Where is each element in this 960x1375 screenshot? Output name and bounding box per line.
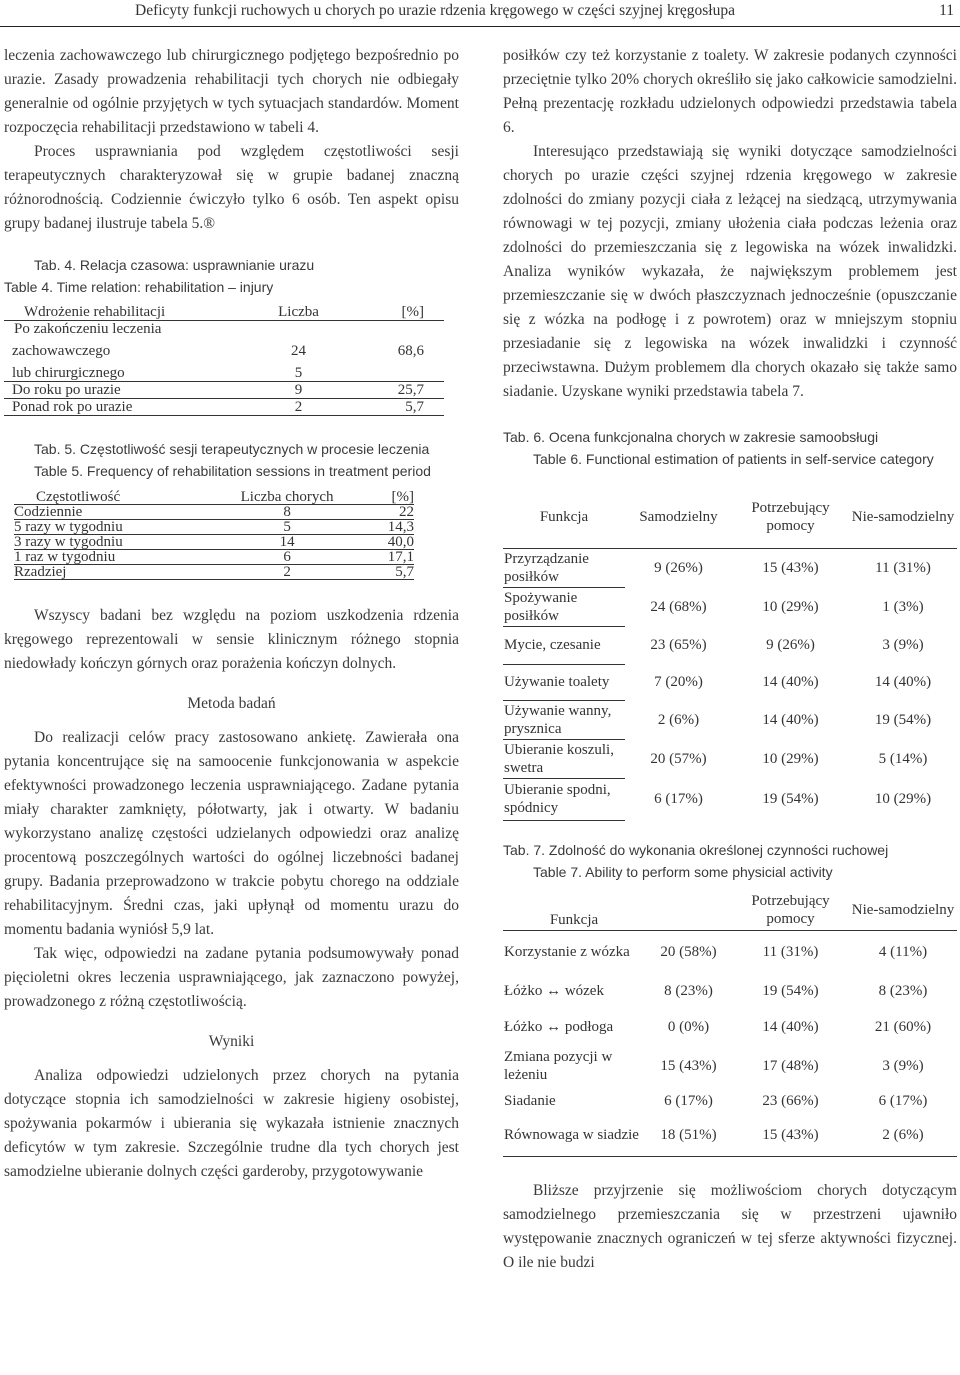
table-row [503,1087,957,1115]
table-cell: 19 (54%) [762,982,819,999]
table-cell: Równowaga w siadzie [503,1115,645,1157]
table-5-caption-pl: Tab. 5. Częstotliwość sesji terapeutycznych w procesie leczenia [34,441,430,457]
table-cell: 2 [254,399,343,416]
table-4-caption-pl: Tab. 4. Relacja czasowa: usprawnianie urazu [34,257,315,273]
table-cell: 22 [399,504,414,520]
table-row [503,700,957,739]
table-row [14,550,414,565]
table-cell: 5 (14%) [878,750,928,767]
table-cell: 40,0 [368,535,414,550]
table-header-cell: Nie-samodzielny [849,891,957,931]
table-cell: 20 (57%) [650,750,707,767]
table-cell: 14 [206,535,368,550]
table-5-caption-en: Table 5. Frequency of rehabilitation sessions in treatment period [34,463,431,479]
table-header-cell [645,891,732,931]
right-column [503,44,957,1275]
table-cell: 1 raz w tygodniu [14,550,206,565]
table-cell: Łóżko ↔ podłoga [504,1018,614,1035]
table-header-cell: Częstotliwość [14,490,206,505]
table-cell: 6 (17%) [878,1092,928,1109]
table-cell: 5 razy w tygodniu [14,520,206,535]
table-cell: 19 (54%) [874,711,932,728]
table-cell: Mycie, czesanie [503,626,625,664]
table-cell: 14 (40%) [874,674,932,690]
table-cell: 21 (60%) [874,1018,932,1035]
table-cell: 5 [294,365,303,381]
running-title: Deficyty funkcji ruchowych u chorych po urazie rdzenia kręgowego w części szyjnej kręgosłupa [135,2,735,19]
table-cell: 20 (58%) [660,943,717,960]
table-cell: Rzadziej [14,565,206,580]
table-4-caption-en: Table 4. Time relation: rehabilitation – injury [4,279,274,295]
table-row [4,337,444,365]
table-row [503,739,957,778]
table-row [4,321,444,338]
table-cell: Siadanie [504,1092,556,1109]
table-cell: 10 (29%) [762,750,819,767]
table-cell: 17 (48%) [762,1057,819,1074]
table-row [4,399,444,416]
table-cell: 14 (40%) [762,674,819,690]
table-cell: 15 (43%) [762,559,819,576]
table-header-cell: Samodzielny [625,486,732,548]
paragraph: Proces usprawniania pod względem częstotliwości sesji terapeutycznych charakteryzował się w grupie badanej znaczną różnorodnością. Codziennie ćwiczyło tylko 6 osób. Ten aspekt opisu grupy badanej ilustruje tabela 5.® [4,143,459,232]
table-header-cell: Wdrożenie rehabilitacji [4,304,254,321]
table-cell: 2 (6%) [657,711,700,728]
table-cell: Codziennie [14,504,83,520]
table-header-cell: [%] [343,304,444,321]
table-cell: 14 (40%) [762,1018,819,1035]
table-row [503,626,957,664]
table-cell: 1 (3%) [882,598,924,615]
table-cell: Po zakończeniu leczenia [14,321,162,337]
table-cell: 8 (23%) [878,982,928,999]
table-cell: 11 (31%) [875,559,931,576]
table-cell: 19 (54%) [762,791,819,807]
table-7-caption-pl: Tab. 7. Zdolność do wykonania określonej czynności ruchowej [503,841,889,858]
table-header-cell: Potrzebujący pomocy [732,891,849,931]
table-cell: 8 (23%) [664,982,713,999]
table-cell: zachowawczego [12,343,111,359]
paragraph: posiłków czy też korzystanie z toalety. W zakresie podanych czynności przeciętnie tylko 20% chorych określiło się jako całkowicie samodzielni. Pełną prezentację rozkładu udzielonych odpowiedzi przedstawia tabela 6. [503,47,957,136]
table-cell: 2 [206,565,368,580]
table-row [503,1045,957,1087]
table-cell: Używanie toalety [503,664,625,700]
table-header-cell: Liczba chorych [206,490,368,505]
table-row [503,664,957,700]
table-6-caption-en: Table 6. Functional estimation of patients in self-service category [533,451,934,467]
table-cell: 15 (43%) [732,1115,849,1157]
table-cell: 3 razy w tygodniu [14,535,206,550]
table-row [503,587,957,626]
running-header [0,0,960,27]
table-row [503,548,957,587]
paragraph: Tak więc, odpowiedzi na zadane pytania podsumowywały ponad pięcioletni okres leczenia usprawniającego, jak zaznaczono powyżej, prowadzonego z różną częstotliwością. [4,945,459,1010]
table-cell: 6 (17%) [654,791,703,807]
table-cell: Korzystanie z wózka [504,943,630,960]
table-header-cell: Potrzebujący pomocy [732,486,849,548]
paragraph: Interesująco przedstawiają się wyniki dotyczące samodzielności chorych po urazie części szyjnej rdzenia kręgowego w zakresie zdolności do zmiany pozycji ciała z leżącej na siedzącą, utrzymywania równowagi w tej pozycji, zmiany ułożenia ciała podczas leżenia oraz zdolności do przemieszczania się z legowiska na wózek inwalidzki. Analiza wyników wykazała, że największym problemem jest przemieszczanie się w dwóch płaszczyznach jednocześnie (opuszczanie się z wózka na podłogę i z powrotem) oraz w mniejszym stopniu przesiadanie się z legowiska na wózek inwalidzki i czynność przeciwstawna. Dużym problemem dla chorych okazało się także samo siadanie. Uzyskane wyniki przedstawia tabela 7. [503,143,957,400]
table-cell: 3 (9%) [882,1057,924,1074]
table-cell: 9 (26%) [654,559,703,576]
table-row [503,973,957,1009]
table-cell: 23 (65%) [650,637,707,653]
table-row [14,535,414,550]
table-cell: 2 (6%) [849,1115,957,1157]
table-cell: 11 (31%) [762,943,819,960]
table-cell: Przyrządzanie posiłków [503,548,625,587]
table-7 [503,891,957,1158]
table-5 [14,490,414,580]
table-cell: 23 (66%) [762,1092,819,1109]
table-cell: Używanie wanny, prysznica [503,700,625,739]
table-cell: 3 (9%) [882,637,924,653]
table-cell: 15 (43%) [660,1057,717,1074]
table-cell: 10 (29%) [762,598,819,615]
table-row [14,520,414,535]
table-cell: Spożywanie posiłków [503,587,625,626]
table-cell: 17,1 [368,550,414,565]
table-header-cell: Funkcja [503,891,645,931]
table-row [503,778,957,820]
table-cell: 5 [206,520,368,535]
paragraph: Do realizacji celów pracy zastosowano ankietę. Zawierała ona pytania koncentrujące się na samoocenie funkcjonowania w aspekcie efektywności prowadzonego leczenia usprawniającego. Zadane pytania miały charakter zamknięty, półotwarty, jak i otwarty. W badaniu wykorzystano analizę częstości udzielanych odpowiedzi oraz analizę procentową poszczególnych wartości do ogólnej liczebności badanej grupy. Badania przeprowadzono w trakcie pobytu chorego na oddziale rehabilitacyjnym. Średni czas, jaki upłynął od momentu urazu do momentu badania wyniósł 5,9 lat. [4,729,459,938]
table-cell: 68,6 [397,343,424,359]
table-cell: 8 [283,504,291,520]
table-cell: 9 (26%) [766,637,815,653]
table-cell: Zmiana pozycji w leżeniu [504,1048,613,1083]
table-7-caption-en: Table 7. Ability to perform some physicial activity [533,863,833,880]
table-header-cell: Liczba [254,304,343,321]
table-row [503,931,957,973]
table-cell: 6 [206,550,368,565]
table-cell: 24 (68%) [650,598,707,615]
table-cell: 9 [254,382,343,399]
table-cell: 5,7 [343,399,444,416]
table-6 [503,486,957,821]
table-cell: 5,7 [368,565,414,580]
table-header-cell: Nie-samodzielny [849,486,957,548]
table-row [4,382,444,399]
table-cell: 14 (40%) [762,711,819,728]
table-row [503,1115,957,1157]
table-cell: 24 [291,343,307,359]
section-heading-method: Metoda badań [187,695,276,712]
table-cell: Ponad rok po urazie [4,399,254,416]
table-header-cell: Funkcja [503,486,625,548]
page-number: 11 [939,2,954,19]
paragraph: leczenia zachowawczego lub chirurgicznego podjętego bezpośrednio po urazie. Zasady prowadzenia rehabilitacji tych chorych nie odbiegały generalnie od ogólnie przyjętych w tych sytuacjach standardów. Moment rozpoczęcia rehabilitacji przedstawiono w tabeli 4. [4,47,459,136]
table-cell: Łóżko ↔ wózek [504,982,604,999]
table-row [14,565,414,580]
table-cell: 10 (29%) [874,791,932,807]
table-cell: lub chirurgicznego [12,365,125,381]
table-cell: 25,7 [343,382,444,399]
table-4 [4,304,444,416]
table-cell: 0 (0%) [667,1018,710,1035]
table-cell: Ubieranie spodni, spódnicy [503,778,625,820]
left-column [4,44,459,1184]
table-cell: 6 (17%) [664,1092,713,1109]
section-heading-results: Wyniki [208,1033,255,1050]
table-row [503,1009,957,1045]
table-cell: Do roku po urazie [4,382,254,399]
paragraph: Analiza odpowiedzi udzielonych przez chorych na pytania dotyczące stopnia ich samodzielności w zakresie higieny osobistej, spożywania pokarmów i ubierania się wykazała istnienie znacznych deficytów w tym zakresie. Szczególnie trudne dla tych chorych jest samodzielne ubieranie dolnych części garderoby, przygotowywanie [4,1067,459,1180]
table-row [14,505,414,520]
paragraph: Wszyscy badani bez względu na poziom uszkodzenia rdzenia kręgowego reprezentowali w sensie klinicznym różnego stopnia niedowłady kończyn górnych oraz porażenia kończyn dolnych. [4,607,459,672]
paragraph: Bliższe przyjrzenie się możliwościom chorych dotyczącym samodzielnego przemieszczania się w przestrzeni ujawniło występowanie znacznych ograniczeń w tej sferze aktywności fizycznej. O ile nie budzi [503,1182,957,1271]
table-cell: 18 (51%) [645,1115,732,1157]
table-6-caption-pl: Tab. 6. Ocena funkcjonalna chorych w zakresie samoobsługi [503,429,879,445]
table-header-cell: [%] [368,490,414,505]
table-cell: Ubieranie koszuli, swetra [503,739,625,778]
table-cell: 4 (11%) [878,943,928,960]
table-cell: 14,3 [368,520,414,535]
table-row [4,365,444,382]
table-cell: 7 (20%) [654,674,703,690]
